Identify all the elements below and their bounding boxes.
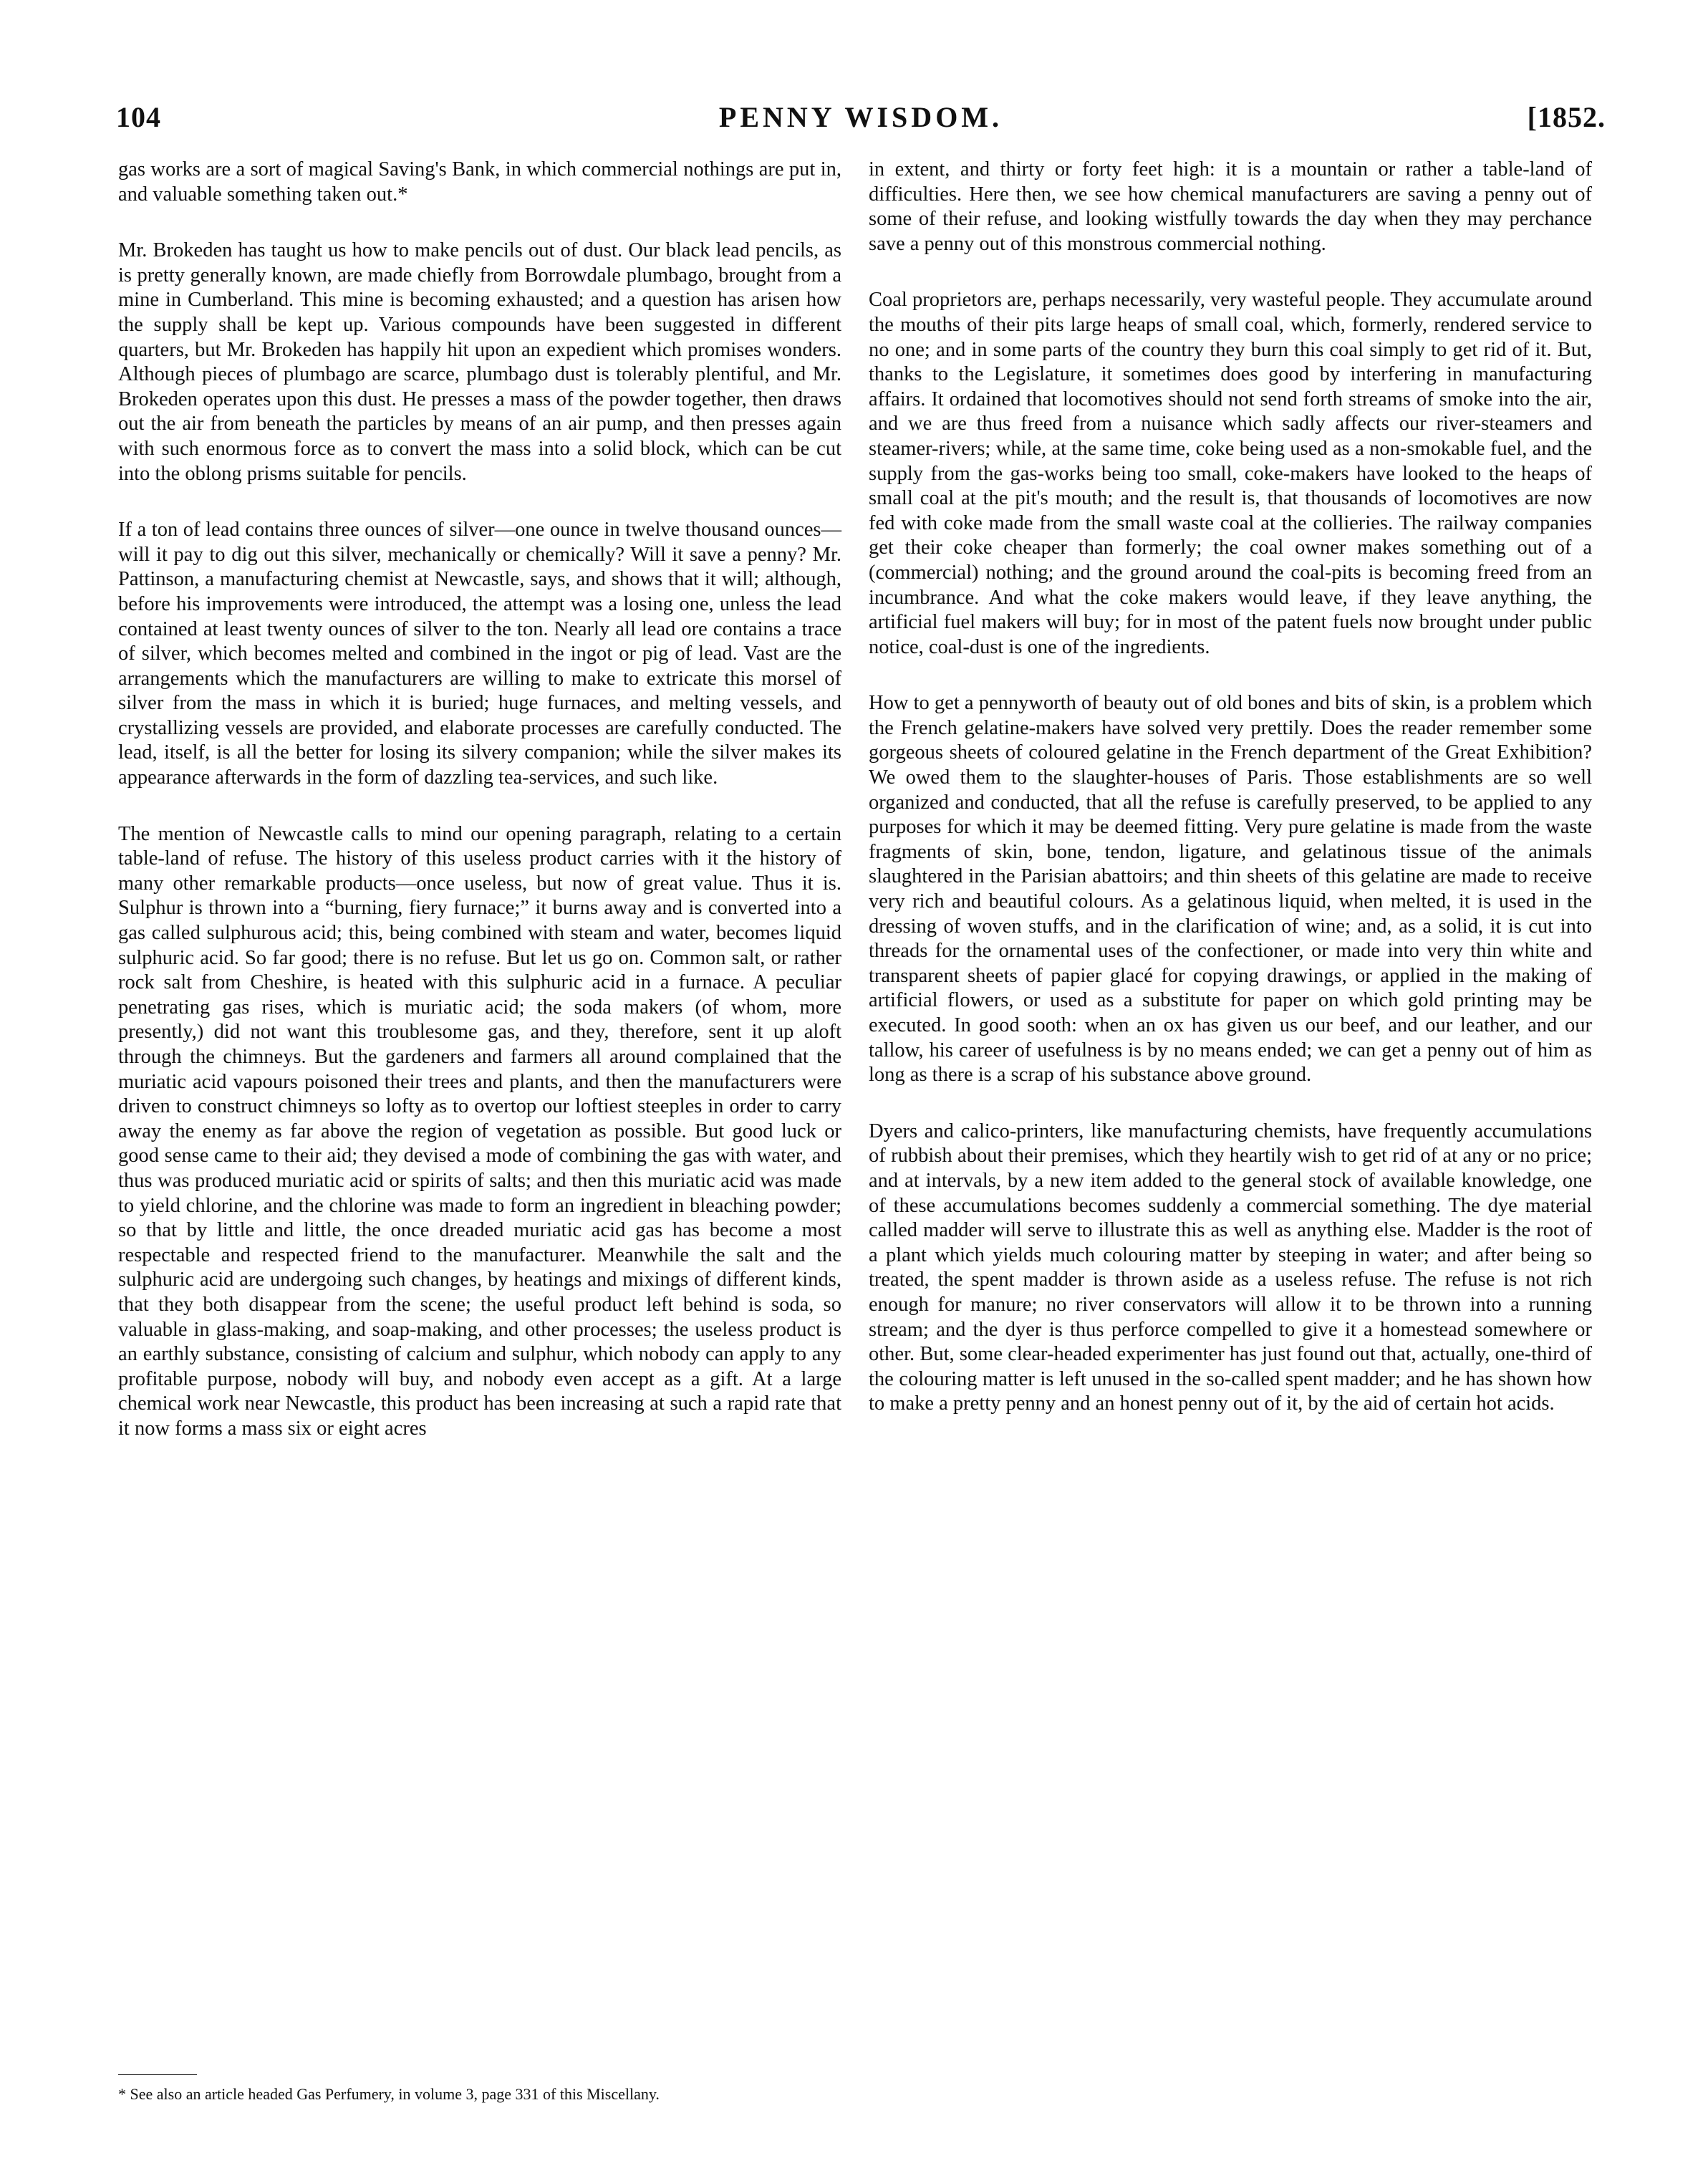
paragraph-pencils: Mr. Brokeden has taught us how to make pencils out of dust. Our black lead pencils, as is pretty generally known, are made chiefly from Borrowdale plumbago, brought from a mine in Cumberland. This mine is becoming exhausted; and a question has arisen how the supply shall be kept up. Various compounds have been suggested in different quarters, but Mr. Brokeden has happily hit upon an expedient which promises wonders. Although pieces of plumbago are scarce, plumbago dust is tolerably plentiful, and Mr. Brokeden operates upon this dust. He presses a mass of the powder together, then draws out the air from beneath the particles by means of an air pump, and then presses again with such enormous force as to convert the mass into a solid block, which can be cut into the oblong prisms suitable for pencils. (118, 239, 841, 485)
right-column (869, 158, 1592, 1448)
page-header (116, 100, 1606, 150)
paragraph-gelatine: How to get a pennyworth of beauty out of old bones and bits of skin, is a problem which the French gelatine-makers have solved very prettily. Does the reader remember some gorgeous sheets of coloured gelatine in the French department of the Great Exhibition? We owed them to the slaughter-houses of Paris. Those establishments are so well organized and conducted, that all the refuse is carefully preserved, to be applied to any purposes for which it may be deemed fitting. Very pure gelatine is made from the waste fragments of skin, bone, tendon, ligature, and gelatinous tissue of the animals slaughtered in the Parisian abattoirs; and thin sheets of this gelatine are made to receive very rich and beautiful colours. As a gelatinous liquid, when melted, it is used in the dressing of woven stuffs, and in the clarification of wine; and, as a solid, it is cut into threads for the ornamental uses of the confectioner, or made into very thin white and transparent sheets of papier glacé for copying drawings, or applied in the making of artificial flowers, or used as a substitute for paper on which gold printing may be executed. In good sooth: when an ox has given us our beef, and our leather, and our tallow, his career of usefulness is by no means ended; we can get a penny out of him as long as there is a scrap of his substance above ground. (869, 692, 1592, 1087)
paragraph-newcastle: The mention of Newcastle calls to mind our opening paragraph, relating to a certain table-land of refuse. The history of this useless product carries with it the history of many other remarkable products—once useless, but now of great value. Thus it is. Sulphur is thrown into a “burning, fiery furnace;” it burns away and is converted into a gas called sulphurous acid; this, being combined with steam and water, becomes liquid sulphuric acid. So far good; there is no refuse. But let us go on. Common salt, or rather rock salt from Cheshire, is heated with this sulphuric acid in a furnace. A peculiar penetrating gas rises, which is muriatic acid; the soda makers (of whom, more presently,) did not want this troublesome gas, and they, therefore, sent it up aloft through the chimneys. But the gardeners and farmers all around complained that the muriatic acid vapours poisoned their trees and plants, and then the manufacturers were driven to construct chimneys so lofty as to overtop our loftiest steeples in order to carry away the enemy as far above the region of vegetation as possible. But good luck or good sense came to their aid; they devised a mode of combining the gas with water, and thus was produced muriatic acid or spirits of salts; and then this muriatic acid was made to yield chlorine, and the chlorine was made to form an ingredient in bleaching powder; so that by little and little, the once dreaded muriatic acid gas has become a most respectable and respected friend to the manufacturer. Meanwhile the salt and the sulphuric acid are undergoing such changes, by heatings and mixings of different kinds, that they both disappear from the scene; the useful product left behind is soda, so valuable in glass-making, and soap-making, and other processes; the useless product is an earthly substance, consisting of calcium and sulphur, which nobody can apply to any profitable purpose, nobody will buy, and nobody even accept as a gift. At a large chemical work near Newcastle, this product has been increasing at such a rapid rate that it now forms a mass six or eight acres (118, 822, 841, 1440)
footnote: * See also an article headed Gas Perfumery, in volume 3, page 331 of this Miscellany. (118, 2085, 660, 2103)
left-column (118, 158, 841, 1473)
paragraph-madder: Dyers and calico-printers, like manufacturing chemists, have frequently accumulations of rubbish about their premises, which they heartily wish to get rid of at any or no price; and at intervals, by a new item added to the general stock of available knowledge, one of these accumulations becomes suddenly a commercial something. The dye material called madder will serve to illustrate this as well as anything else. Madder is the root of a plant which yields much colouring matter by steeping in water; and after being so treated, the spent madder is thrown aside as a useless refuse. The refuse is not rich enough for manure; no river conservators will allow it to be thrown into a running stream; and the dyer is thus perforce compelled to give it a homestead somewhere or other. But, some clear-headed experimenter has just found out that, actually, one-third of the colouring matter is left unused in the so-called spent madder; and he has shown how to make a pretty penny and an honest penny out of it, by the aid of certain hot acids. (869, 1120, 1592, 1415)
footnote-rule (118, 2074, 197, 2075)
running-title: PENNY WISDOM. (718, 101, 1003, 133)
paragraph-coal: Coal proprietors are, perhaps necessarily, very wasteful people. They accumulate around the mouths of their pits large heaps of small coal, which, formerly, rendered service to no one; and in some parts of the country they burn this coal simply to get rid of it. But, thanks to the Legislature, it sometimes does good by interfering in manufacturing affairs. It ordained that locomotives should not send forth streams of smoke into the air, and we are thus freed from a nuisance which sadly affects our river-steamers and steamer-rivers; while, at the same time, coke being used as a non-smokable fuel, and the supply from the gas-works being too small, coke-makers have looked to the heaps of small coal at the pit's mouth; and the result is, that thousands of locomotives are now fed with coke made from the small waste coal at the collieries. The railway companies get their coke cheaper than formerly; the coal owner makes something out of a (commercial) nothing; and the ground around the coal-pits is becoming freed from an incumbrance. And what the coke makers would leave, if they leave anything, the artificial fuel makers will buy; for in most of the patent fuels now brought under public notice, coal-dust is one of the ingredients. (869, 289, 1592, 658)
paragraph-gas-works: gas works are a sort of magical Saving's Bank, in which commercial nothings are put in, and valuable something taken out.* (118, 158, 841, 206)
page-year: [1852. (1527, 101, 1606, 133)
page-number: 104 (116, 101, 161, 133)
paragraph-table-land: in extent, and thirty or forty feet high: it is a mountain or rather a table-land of difficulties. Here then, we see how chemical manufacturers are saving a penny out of some of their refuse, and looking wistfully towards the day when they may perchance save a penny out of this monstrous commercial nothing. (869, 158, 1592, 255)
paragraph-silver: If a ton of lead contains three ounces of silver—one ounce in twelve thousand ounces—will it pay to dig out this silver, mechanically or chemically? Will it save a penny? Mr. Pattinson, a manufacturing chemist at Newcastle, says, and shows that it will; although, before his improvements were introduced, the attempt was a losing one, unless the lead contained at least twenty ounces of silver to the ton. Nearly all lead ore contains a trace of silver, which becomes melted and combined in the ingot or pig of lead. Vast are the arrangements which the manufacturers are willing to make to extricate this morsel of silver from the mass in which it is buried; huge furnaces, and melting vessels, and crystallizing vessels are provided, and elaborate processes are carefully conducted. The lead, itself, is all the better for losing its silvery companion; while the silver makes its appearance afterwards in the form of dazzling tea-services, and such like. (118, 519, 841, 789)
